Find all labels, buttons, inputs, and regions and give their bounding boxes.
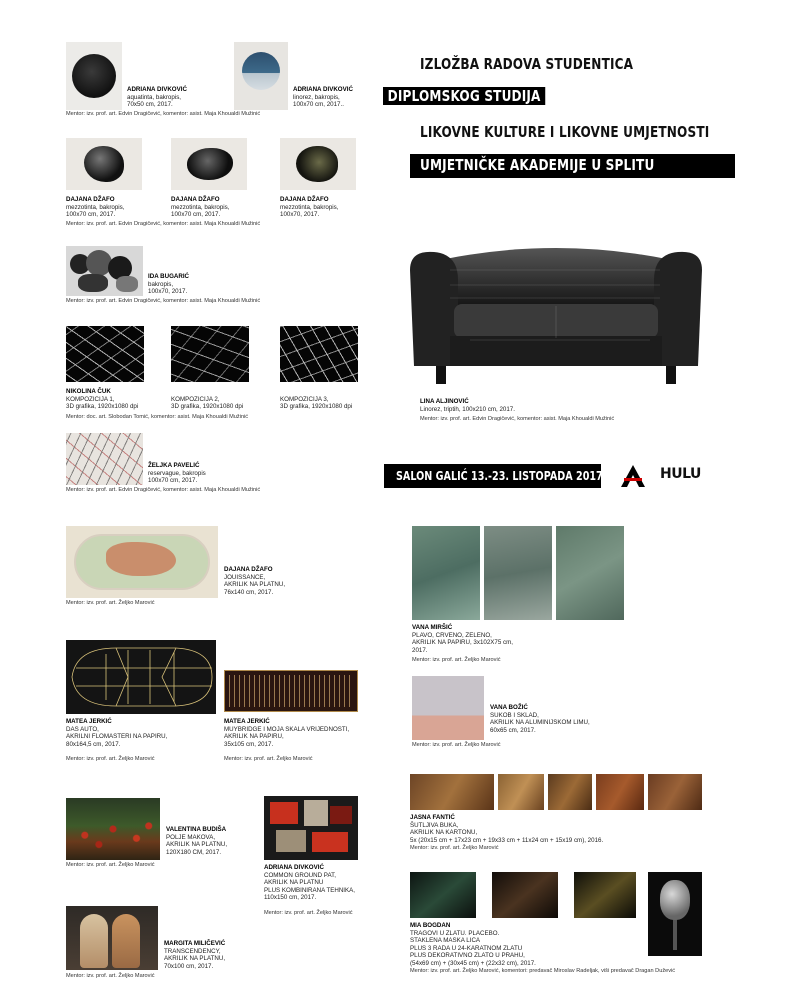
artwork-sutljiva-buka-3 [548,774,592,810]
mentor-row-7: Mentor: izv. prof. art. Željko Marović [66,600,155,606]
artwork-common-ground-pat [264,796,358,860]
mentor-row-13: Mentor: izv. prof. art. Željko Marović [66,862,155,868]
artwork-sukob-i-sklad [412,676,484,740]
caption-w17: JASNA FANTIĆ ŠUTLJIVA BUKA, AKRILIK NA KARTONU, 5x (20x15 cm + 17x23 cm + 19x33 cm + 11x24 cm + 15x19 cm), 2016. [410,814,604,844]
artwork-polje-makova [66,798,160,860]
artwork-glass-mask [648,872,702,956]
mentor-row-10: Mentor: izv. prof. art. Željko Marović [224,756,313,762]
artwork-kompozicija-3 [280,326,358,382]
caption-w7: NIKOLINA ČUK KOMPOZICIJA 1, 3D grafika, 1920x1080 dpi [66,388,139,411]
mentor-row-1: Mentor: izv. prof. art. Edvin Dragičević, komentor: asist. Maja Khoualdi Mužinić [66,111,261,117]
mentor-row-14: Mentor: izv. prof. art. Željko Marović [264,910,353,916]
mentor-row-11: Mentor: izv. prof. art. Željko Marović [412,742,501,748]
caption-w15: MATEA JERKIĆ MUYBRIDGE I MOJA SKALA VRIJEDNOSTI, AKRILIK NA PAPIRU, 35x105 cm, 2017. [224,718,350,748]
artwork-tragovi-u-zlatu-3 [574,872,636,918]
artwork-sutljiva-buka-1 [410,774,494,810]
artwork-das-auto [66,640,216,714]
caption-w12: DAJANA DŽAFO JOUISSANCE, AKRILIK NA PLATNU, 76x140 cm, 2017. [224,566,286,596]
exhibition-banner: SALON GALIĆ 13.-23. LISTOPADA 2017. [384,464,601,488]
artwork-aquatinta-circle [66,42,122,110]
academy-logo-icon [620,464,646,488]
artwork-kompozicija-1 [66,326,144,382]
mentor-row-9: Mentor: izv. prof. art. Željko Marović [66,756,155,762]
artwork-plavo-1 [412,526,480,620]
artwork-mezzotinta-2 [171,138,247,190]
mentor-row-2: Mentor: izv. prof. art. Edvin Dragičević, komentor: asist. Maja Khoualdi Mužinić [66,221,261,227]
mentor-row-8: Mentor: izv. prof. art. Željko Marović [412,657,501,663]
mentor-row-15: Mentor: izv. prof. art. Željko Marović, komentori: predavač Miroslav Radeljak, viši predavač Dragan Dužević [410,968,676,974]
caption-w2: ADRIANA DIVKOVIĆ linorez, bakropis, 100x70 cm, 2017.. [293,86,353,109]
artwork-bakropis-bugaric [66,246,143,296]
hulu-logo: HULU [660,466,701,482]
artwork-tragovi-u-zlatu-2 [492,872,558,918]
artwork-tragovi-u-zlatu-1 [410,872,476,918]
artwork-mezzotinta-3 [280,138,356,190]
artwork-reservague [66,433,143,485]
caption-w4: DAJANA DŽAFO mezzotinta, bakropis, 100x70 cm, 2017. [171,196,230,219]
artwork-muybridge [224,670,358,712]
artwork-sutljiva-buka-5 [648,774,702,810]
mentor-row-16: Mentor: izv. prof. art. Željko Marović [66,973,155,979]
artwork-sutljiva-buka-4 [596,774,644,810]
caption-w3: DAJANA DŽAFO mezzotinta, bakropis, 100x70 cm, 2017. [66,196,125,219]
mentor-row-4: Mentor: doc. art. Slobodan Tomić, komentor: asist. Maja Khoualdi Mužinić [66,414,249,420]
mentor-row-6: Mentor: izv. prof. art. Edvin Dragičević, komentor: asist. Maja Khoualdi Mužinić [420,416,615,422]
artwork-jouissance [66,526,218,598]
caption-w11: LINA ALJINOVIĆ Linorez, triptih, 100x210 cm, 2017. [420,398,515,413]
caption-w21: MARGITA MILIČEVIĆ TRANSCENDENCY, AKRILIK NA PLATNU, 70x100 cm, 2017. [164,940,226,970]
caption-w10: ŽELJKA PAVELIĆ reservague, bakropis 100x70 cm, 2017. [148,462,206,485]
artwork-zeleno-3 [556,526,624,620]
caption-w14: MATEA JERKIĆ DAS AUTO, AKRILNI FLOMASTERI NA PAPIRU, 80x164,5 cm, 2017. [66,718,168,748]
caption-w20: MIA BOGDAN TRAGOVI U ZLATU. PLACEBO. STAKLENA MASKA LICA PLUS 3 RADA U 24-KARATNOM ZLATU PLUS DEKORATIVNO ZLATO U PRAHU, (54x69 cm) + (30x45 cm) + (22x32 cm), 2017. [410,922,536,967]
caption-w1: ADRIANA DIVKOVIĆ aquatinta, bakropis, 70x50 cm, 2017. [127,86,187,109]
mentor-row-3: Mentor: izv. prof. art. Edvin Dragičević, komentor: asist. Maja Khoualdi Mužinić [66,298,261,304]
artwork-mezzotinta-1 [66,138,142,190]
artwork-sofa-linorez [410,240,702,386]
heading-line-4: UMJETNIČKE AKADEMIJE U SPLITU [420,156,655,174]
caption-w19: ADRIANA DIVKOVIĆ COMMON GROUND PAT, AKRILIK NA PLATNU PLUS KOMBINIRANA TEHNIKA, 110x150 cm, 2017. [264,864,356,902]
mentor-row-5: Mentor: izv. prof. art. Edvin Dragičević, komentor: asist. Maja Khoualdi Mužinić [66,487,261,493]
artwork-crveno-2 [484,526,552,620]
artwork-sutljiva-buka-2 [498,774,544,810]
caption-w13: VANA MIRŠIĆ PLAVO, CRVENO, ZELENO, AKRILIK NA PAPIRU, 3x102X75 cm, 2017. [412,624,513,654]
heading-line-3: LIKOVNE KULTURE I LIKOVNE UMJETNOSTI [420,123,710,141]
caption-w6: IDA BUGARIĆ bakropis, 100x70, 2017. [148,273,190,296]
artwork-transcendency [66,906,158,970]
artwork-kompozicija-2 [171,326,249,382]
mentor-row-12: Mentor: izv. prof. art. Željko Marović [410,845,499,851]
caption-w9: KOMPOZICIJA 3, 3D grafika, 1920x1080 dpi [280,395,353,411]
artwork-linorez-circle [234,42,288,110]
heading-line-1: IZLOŽBA RADOVA STUDENTICA [420,55,634,73]
heading-line-2: DIPLOMSKOG STUDIJA [383,87,545,105]
caption-w16: VANA BOŽIĆ SUKOB I SKLAD, AKRILIK NA ALUMINIJSKOM LIMU, 60x65 cm, 2017. [490,704,590,734]
caption-w5: DAJANA DŽAFO mezzotinta, bakropis, 100x70, 2017. [280,196,339,219]
caption-w8: KOMPOZICIJA 2, 3D grafika, 1920x1080 dpi [171,395,244,411]
caption-w18: VALENTINA BUDIŠA POLJE MAKOVA, AKRILIK NA PLATNU, 120X180 CM, 2017. [166,826,228,856]
